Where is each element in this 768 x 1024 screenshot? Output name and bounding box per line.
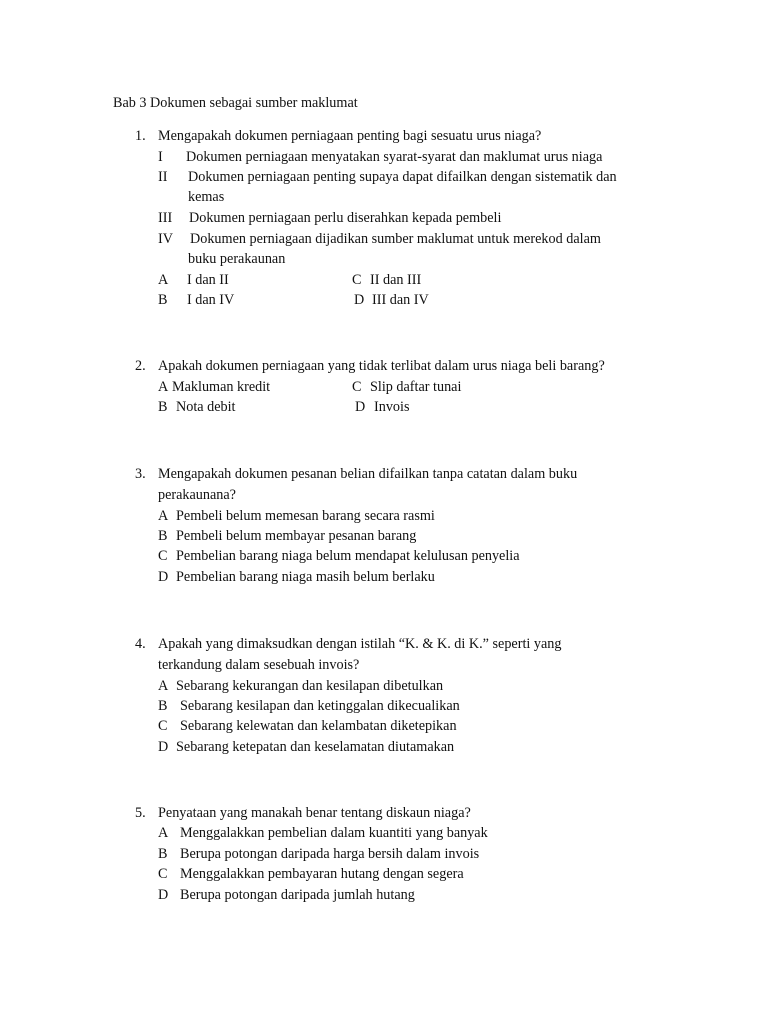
option-b: I dan IV — [187, 292, 235, 308]
option-a: Pembeli belum memesan barang secara rasmi — [176, 508, 435, 524]
question-stem: Apakah dokumen perniagaan yang tidak terlibat dalam urus niaga beli barang? — [158, 358, 605, 374]
option-c: Pembelian barang niaga belum mendapat kelulusan penyelia — [176, 548, 520, 564]
option-label-b: B — [158, 528, 168, 544]
statement-label: II — [158, 169, 168, 185]
option-label-a: A — [158, 272, 169, 288]
option-label-b: B — [158, 698, 168, 714]
option-c: II dan III — [370, 272, 422, 288]
statement-label: III — [158, 210, 173, 226]
statement-label: I — [158, 149, 163, 165]
option-label-d: D — [355, 399, 366, 415]
option-label-b: B — [158, 292, 168, 308]
option-label-b: B — [158, 399, 168, 415]
option-a: Sebarang kekurangan dan kesilapan dibetulkan — [176, 678, 444, 694]
question-stem: Apakah yang dimaksudkan dengan istilah “K. & K. di K.” seperti yang — [158, 636, 562, 652]
option-c: Slip daftar tunai — [370, 379, 462, 395]
option-label-a: A — [158, 678, 169, 694]
option-label-a: A — [158, 379, 169, 395]
option-b: Berupa potongan daripada harga bersih dalam invois — [180, 846, 480, 862]
option-a: Menggalakkan pembelian dalam kuantiti yang banyak — [180, 825, 488, 841]
question-stem: Penyataan yang manakah benar tentang diskaun niaga? — [158, 805, 471, 821]
question-number: 2. — [135, 358, 146, 374]
question-stem-continued: perakaunana? — [158, 487, 236, 503]
option-d: Sebarang ketepatan dan keselamatan diutamakan — [176, 739, 455, 755]
question-stem-continued: terkandung dalam sesebuah invois? — [158, 657, 360, 673]
option-c: Menggalakkan pembayaran hutang dengan segera — [180, 866, 464, 882]
statement-text-continued: buku perakaunan — [188, 251, 286, 267]
question-stem: Mengapakah dokumen pesanan belian difailkan tanpa catatan dalam buku — [158, 466, 578, 482]
question-number: 1. — [135, 128, 146, 144]
statement-text-continued: kemas — [188, 189, 225, 205]
option-d: Berupa potongan daripada jumlah hutang — [180, 887, 415, 903]
option-d: III dan IV — [372, 292, 429, 308]
option-label-d: D — [158, 739, 169, 755]
option-d: Pembelian barang niaga masih belum berlaku — [176, 569, 435, 585]
option-label-a: A — [158, 508, 169, 524]
option-a: I dan II — [187, 272, 229, 288]
option-b: Nota debit — [176, 399, 236, 415]
option-b: Pembeli belum membayar pesanan barang — [176, 528, 417, 544]
document-title: Bab 3 Dokumen sebagai sumber maklumat — [113, 95, 358, 111]
option-b: Sebarang kesilapan dan ketinggalan dikecualikan — [180, 698, 460, 714]
statement-text: Dokumen perniagaan dijadikan sumber maklumat untuk merekod dalam — [190, 231, 601, 247]
option-label-c: C — [158, 866, 168, 882]
option-c: Sebarang kelewatan dan kelambatan diketepikan — [180, 718, 457, 734]
option-label-c: C — [352, 272, 362, 288]
option-label-d: D — [354, 292, 365, 308]
statement-text: Dokumen perniagaan menyatakan syarat-syarat dan maklumat urus niaga — [186, 149, 603, 165]
question-number: 3. — [135, 466, 146, 482]
question-stem: Mengapakah dokumen perniagaan penting bagi sesuatu urus niaga? — [158, 128, 542, 144]
statement-text: Dokumen perniagaan perlu diserahkan kepada pembeli — [189, 210, 502, 226]
option-label-d: D — [158, 887, 169, 903]
statement-text: Dokumen perniagaan penting supaya dapat difailkan dengan sistematik dan — [188, 169, 617, 185]
option-label-d: D — [158, 569, 169, 585]
option-a: Makluman kredit — [172, 379, 271, 395]
statement-label: IV — [158, 231, 173, 247]
option-label-a: A — [158, 825, 169, 841]
option-label-c: C — [158, 548, 168, 564]
option-d: Invois — [374, 399, 410, 415]
question-number: 4. — [135, 636, 146, 652]
option-label-c: C — [158, 718, 168, 734]
option-label-c: C — [352, 379, 362, 395]
option-label-b: B — [158, 846, 168, 862]
question-number: 5. — [135, 805, 146, 821]
